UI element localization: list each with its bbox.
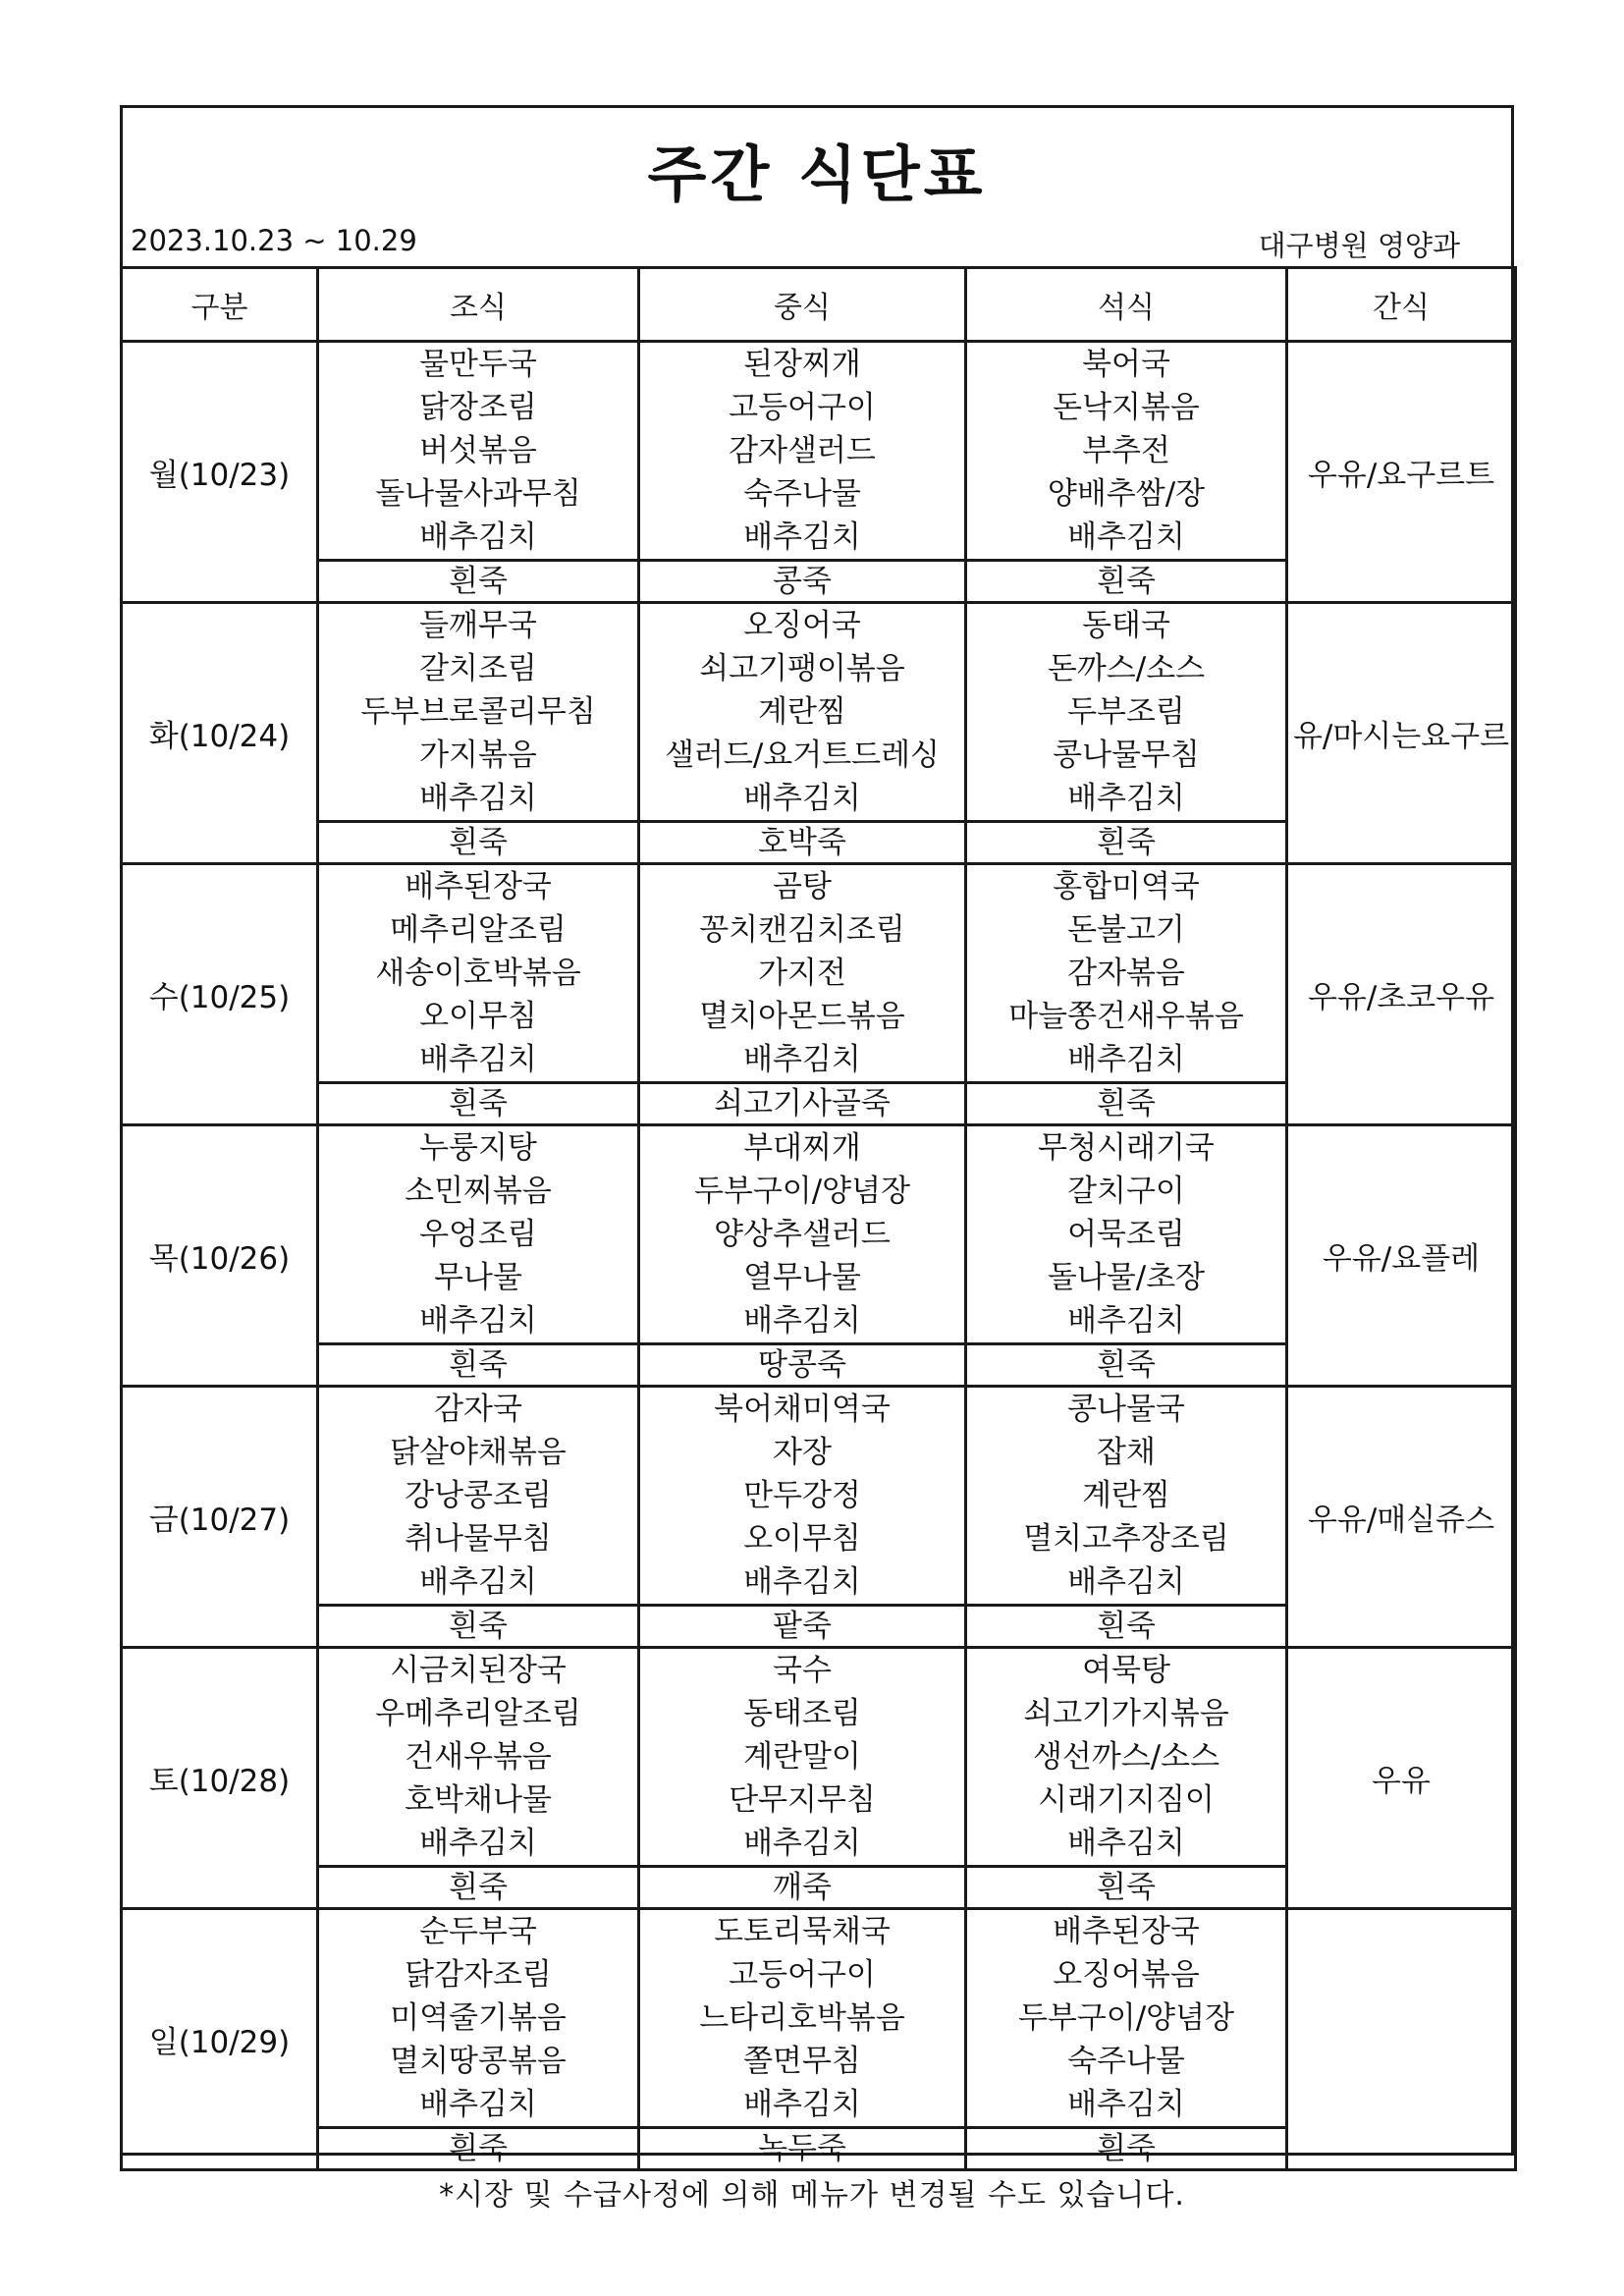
day-label: 금(10/27) bbox=[122, 1387, 318, 1648]
menu-item: 메추리알조림 bbox=[390, 912, 567, 948]
day-row bbox=[122, 342, 1516, 561]
menu-item: 닭살야채볶음 bbox=[390, 1435, 567, 1470]
menu-item: 배추김치 bbox=[419, 1826, 537, 1861]
header-row bbox=[122, 268, 1516, 342]
menu-item: 배추김치 bbox=[419, 1042, 537, 1077]
lunch-cell bbox=[639, 342, 966, 561]
menu-item: 배추김치 bbox=[419, 1564, 537, 1600]
menu-item: 우엉조림 bbox=[419, 1217, 537, 1252]
header-snack: 간식 bbox=[1287, 268, 1516, 342]
menu-item: 배추김치 bbox=[743, 1564, 861, 1600]
menu-item: 북어채미역국 bbox=[714, 1392, 891, 1427]
menu-item: 계란찜 bbox=[758, 694, 846, 730]
menu-item: 어묵조림 bbox=[1067, 1217, 1185, 1252]
porridge-item: 쇠고기사골죽 bbox=[639, 1083, 966, 1125]
menu-item: 배추김치 bbox=[419, 1303, 537, 1339]
menu-item: 감자볶음 bbox=[1067, 956, 1185, 991]
snack-cell: 우유/요구르트 bbox=[1287, 342, 1516, 603]
menu-item: 닭장조림 bbox=[419, 390, 537, 425]
porridge-item: 흰죽 bbox=[966, 561, 1287, 603]
breakfast-cell bbox=[318, 1909, 639, 2128]
porridge-item: 녹두죽 bbox=[639, 2128, 966, 2170]
menu-item: 호박채나물 bbox=[405, 1782, 552, 1818]
porridge-item: 흰죽 bbox=[318, 561, 639, 603]
menu-item: 배추김치 bbox=[419, 519, 537, 555]
menu-item: 돈낙지볶음 bbox=[1053, 390, 1200, 425]
menu-item: 자장 bbox=[773, 1435, 832, 1470]
menu-item: 동태조림 bbox=[743, 1696, 861, 1731]
menu-item: 계란찜 bbox=[1082, 1478, 1170, 1513]
menu-item: 배추김치 bbox=[1067, 1042, 1185, 1077]
department-label: 대구병원 영양과 bbox=[1258, 229, 1460, 262]
breakfast-cell bbox=[318, 603, 639, 822]
menu-item: 콩나물국 bbox=[1067, 1392, 1185, 1427]
menu-item: 배추김치 bbox=[1067, 519, 1185, 555]
menu-item: 고등어구이 bbox=[729, 1957, 876, 1993]
porridge-item: 흰죽 bbox=[966, 1606, 1287, 1648]
menu-item: 강낭콩조림 bbox=[405, 1478, 552, 1513]
day-row bbox=[122, 1909, 1516, 2128]
menu-item: 느타리호박볶음 bbox=[699, 2000, 905, 2036]
porridge-item: 흰죽 bbox=[318, 1606, 639, 1648]
menu-item: 곰탕 bbox=[773, 869, 832, 904]
menu-item: 배추된장국 bbox=[405, 869, 552, 904]
menu-item: 홍합미역국 bbox=[1053, 869, 1200, 904]
day-row bbox=[122, 864, 1516, 1083]
menu-item: 갈치구이 bbox=[1067, 1174, 1185, 1209]
header-lunch: 중식 bbox=[639, 268, 966, 342]
breakfast-cell bbox=[318, 342, 639, 561]
menu-item: 쇠고기팽이볶음 bbox=[699, 651, 905, 686]
menu-item: 멸치땅콩볶음 bbox=[390, 2044, 567, 2079]
porridge-item: 흰죽 bbox=[966, 2128, 1287, 2170]
menu-item: 오징어볶음 bbox=[1053, 1957, 1200, 1993]
menu-item: 배추김치 bbox=[743, 1303, 861, 1339]
snack-cell: 우유/매실쥬스 bbox=[1287, 1387, 1516, 1648]
header-category: 구분 bbox=[122, 268, 318, 342]
menu-item: 돈까스/소스 bbox=[1047, 651, 1206, 686]
breakfast-cell bbox=[318, 1648, 639, 1867]
breakfast-cell bbox=[318, 1387, 639, 1606]
weekly-menu-table bbox=[120, 266, 1517, 2171]
day-label: 화(10/24) bbox=[122, 603, 318, 864]
day-row bbox=[122, 1125, 1516, 1344]
dinner-cell bbox=[966, 342, 1287, 561]
menu-item: 샐러드/요거트드레싱 bbox=[665, 738, 940, 773]
menu-item: 생선까스/소스 bbox=[1032, 1739, 1220, 1775]
day-label: 목(10/26) bbox=[122, 1125, 318, 1387]
menu-item: 닭감자조림 bbox=[405, 1957, 552, 1993]
page-title: 주간 식단표 bbox=[647, 138, 987, 210]
menu-item: 감자샐러드 bbox=[729, 433, 876, 468]
menu-item: 두부조림 bbox=[1067, 694, 1185, 730]
snack-cell: 유/마시는요구르 bbox=[1287, 603, 1516, 864]
menu-item: 배추김치 bbox=[1067, 781, 1185, 816]
dinner-cell bbox=[966, 1909, 1287, 2128]
menu-item: 북어국 bbox=[1082, 347, 1170, 382]
menu-item: 배추김치 bbox=[1067, 1826, 1185, 1861]
menu-item: 여묵탕 bbox=[1082, 1653, 1170, 1688]
menu-item: 시래기지짐이 bbox=[1038, 1782, 1215, 1818]
day-label: 월(10/23) bbox=[122, 342, 318, 603]
lunch-cell bbox=[639, 864, 966, 1083]
menu-item: 된장찌개 bbox=[743, 347, 861, 382]
menu-item: 양상추샐러드 bbox=[714, 1217, 891, 1252]
porridge-item: 흰죽 bbox=[966, 1867, 1287, 1909]
menu-item: 두부구이/양념장 bbox=[1017, 2000, 1235, 2036]
menu-item: 쇠고기가지볶음 bbox=[1023, 1696, 1229, 1731]
menu-item: 꽁치캔김치조림 bbox=[699, 912, 905, 948]
porridge-item: 흰죽 bbox=[966, 1344, 1287, 1387]
porridge-item: 흰죽 bbox=[318, 1083, 639, 1125]
menu-item: 미역줄기볶음 bbox=[390, 2000, 567, 2036]
snack-cell bbox=[1287, 1909, 1516, 2170]
menu-item: 건새우볶음 bbox=[405, 1739, 552, 1775]
menu-item: 배추김치 bbox=[1067, 2087, 1185, 2122]
dinner-cell bbox=[966, 1648, 1287, 1867]
day-label: 수(10/25) bbox=[122, 864, 318, 1125]
menu-item: 배추된장국 bbox=[1053, 1914, 1200, 1949]
menu-item: 멸치아몬드볶음 bbox=[699, 999, 905, 1034]
menu-item: 콩나물무침 bbox=[1053, 738, 1200, 773]
lunch-cell bbox=[639, 1387, 966, 1606]
header-dinner: 석식 bbox=[966, 268, 1287, 342]
porridge-item: 흰죽 bbox=[318, 1344, 639, 1387]
porridge-item: 흰죽 bbox=[966, 1083, 1287, 1125]
menu-item: 취나물무침 bbox=[405, 1521, 552, 1557]
menu-item: 시금치된장국 bbox=[390, 1653, 567, 1688]
menu-item: 새송이호박볶음 bbox=[375, 956, 581, 991]
snack-cell: 우유/요플레 bbox=[1287, 1125, 1516, 1387]
menu-item: 동태국 bbox=[1082, 608, 1170, 643]
menu-item: 두부구이/양념장 bbox=[693, 1174, 911, 1209]
lunch-cell bbox=[639, 1648, 966, 1867]
menu-item: 배추김치 bbox=[743, 519, 861, 555]
menu-item: 순두부국 bbox=[419, 1914, 537, 1949]
porridge-item: 흰죽 bbox=[318, 1867, 639, 1909]
menu-item: 양배추쌈/장 bbox=[1047, 476, 1206, 512]
menu-item: 배추김치 bbox=[419, 781, 537, 816]
menu-item: 잡채 bbox=[1097, 1435, 1156, 1470]
day-row bbox=[122, 603, 1516, 822]
menu-item: 배추김치 bbox=[1067, 1303, 1185, 1339]
menu-frame bbox=[120, 105, 1514, 2166]
menu-item: 가지볶음 bbox=[419, 738, 537, 773]
menu-item: 갈치조림 bbox=[419, 651, 537, 686]
menu-item: 배추김치 bbox=[419, 2087, 537, 2122]
snack-cell: 우유/초코우유 bbox=[1287, 864, 1516, 1125]
lunch-cell bbox=[639, 1125, 966, 1344]
day-label: 토(10/28) bbox=[122, 1648, 318, 1909]
menu-item: 돈불고기 bbox=[1067, 912, 1185, 948]
menu-item: 배추김치 bbox=[743, 781, 861, 816]
porridge-item: 땅콩죽 bbox=[639, 1344, 966, 1387]
snack-cell: 우유 bbox=[1287, 1648, 1516, 1909]
day-row bbox=[122, 1387, 1516, 1606]
breakfast-cell bbox=[318, 1125, 639, 1344]
menu-item: 소민찌볶음 bbox=[405, 1174, 552, 1209]
porridge-item: 팥죽 bbox=[639, 1606, 966, 1648]
menu-item: 국수 bbox=[773, 1653, 832, 1688]
menu-item: 숙주나물 bbox=[1067, 2044, 1185, 2079]
dinner-cell bbox=[966, 1387, 1287, 1606]
menu-item: 감자국 bbox=[434, 1392, 522, 1427]
header-breakfast: 조식 bbox=[318, 268, 639, 342]
breakfast-cell bbox=[318, 864, 639, 1083]
menu-item: 물만두국 bbox=[419, 347, 537, 382]
menu-item: 가지전 bbox=[758, 956, 846, 991]
footnote: *시장 및 수급사정에 의해 메뉴가 변경될 수도 있습니다. bbox=[439, 2178, 1185, 2213]
dinner-cell bbox=[966, 864, 1287, 1083]
menu-item: 계란말이 bbox=[743, 1739, 861, 1775]
porridge-item: 호박죽 bbox=[639, 822, 966, 864]
menu-item: 돌나물사과무침 bbox=[375, 476, 581, 512]
menu-item: 고등어구이 bbox=[729, 390, 876, 425]
menu-item: 멸치고추장조림 bbox=[1023, 1521, 1229, 1557]
date-range: 2023.10.23 ~ 10.29 bbox=[131, 224, 417, 257]
menu-item: 배추김치 bbox=[743, 2087, 861, 2122]
porridge-item: 흰죽 bbox=[318, 2128, 639, 2170]
menu-item: 들깨무국 bbox=[419, 608, 537, 643]
menu-item: 배추김치 bbox=[743, 1826, 861, 1861]
lunch-cell bbox=[639, 1909, 966, 2128]
menu-item: 버섯볶음 bbox=[419, 433, 537, 468]
menu-item: 무나물 bbox=[434, 1260, 522, 1295]
menu-item: 숙주나물 bbox=[743, 476, 861, 512]
menu-item: 두부브로콜리무침 bbox=[360, 694, 596, 730]
menu-item: 열무나물 bbox=[743, 1260, 861, 1295]
dinner-cell bbox=[966, 603, 1287, 822]
menu-item: 도토리묵채국 bbox=[714, 1914, 891, 1949]
porridge-item: 깨죽 bbox=[639, 1867, 966, 1909]
menu-item: 마늘쫑건새우볶음 bbox=[1008, 999, 1244, 1034]
menu-body bbox=[122, 342, 1516, 2170]
dinner-cell bbox=[966, 1125, 1287, 1344]
menu-item: 배추김치 bbox=[1067, 1564, 1185, 1600]
lunch-cell bbox=[639, 603, 966, 822]
menu-item: 쫄면무침 bbox=[743, 2044, 861, 2079]
menu-item: 배추김치 bbox=[743, 1042, 861, 1077]
menu-item: 부대찌개 bbox=[743, 1130, 861, 1166]
day-row bbox=[122, 1648, 1516, 1867]
menu-item: 오징어국 bbox=[743, 608, 861, 643]
menu-item: 만두강정 bbox=[743, 1478, 861, 1513]
porridge-item: 콩죽 bbox=[639, 561, 966, 603]
porridge-item: 흰죽 bbox=[318, 822, 639, 864]
menu-item: 우메추리알조림 bbox=[375, 1696, 581, 1731]
menu-item: 부추전 bbox=[1082, 433, 1170, 468]
porridge-item: 흰죽 bbox=[966, 822, 1287, 864]
menu-item: 단무지무침 bbox=[729, 1782, 876, 1818]
day-label: 일(10/29) bbox=[122, 1909, 318, 2170]
menu-item: 오이무침 bbox=[419, 999, 537, 1034]
menu-item: 무청시래기국 bbox=[1038, 1130, 1215, 1166]
menu-item: 돌나물/초장 bbox=[1047, 1260, 1206, 1295]
menu-item: 누룽지탕 bbox=[419, 1130, 537, 1166]
menu-item: 오이무침 bbox=[743, 1521, 861, 1557]
